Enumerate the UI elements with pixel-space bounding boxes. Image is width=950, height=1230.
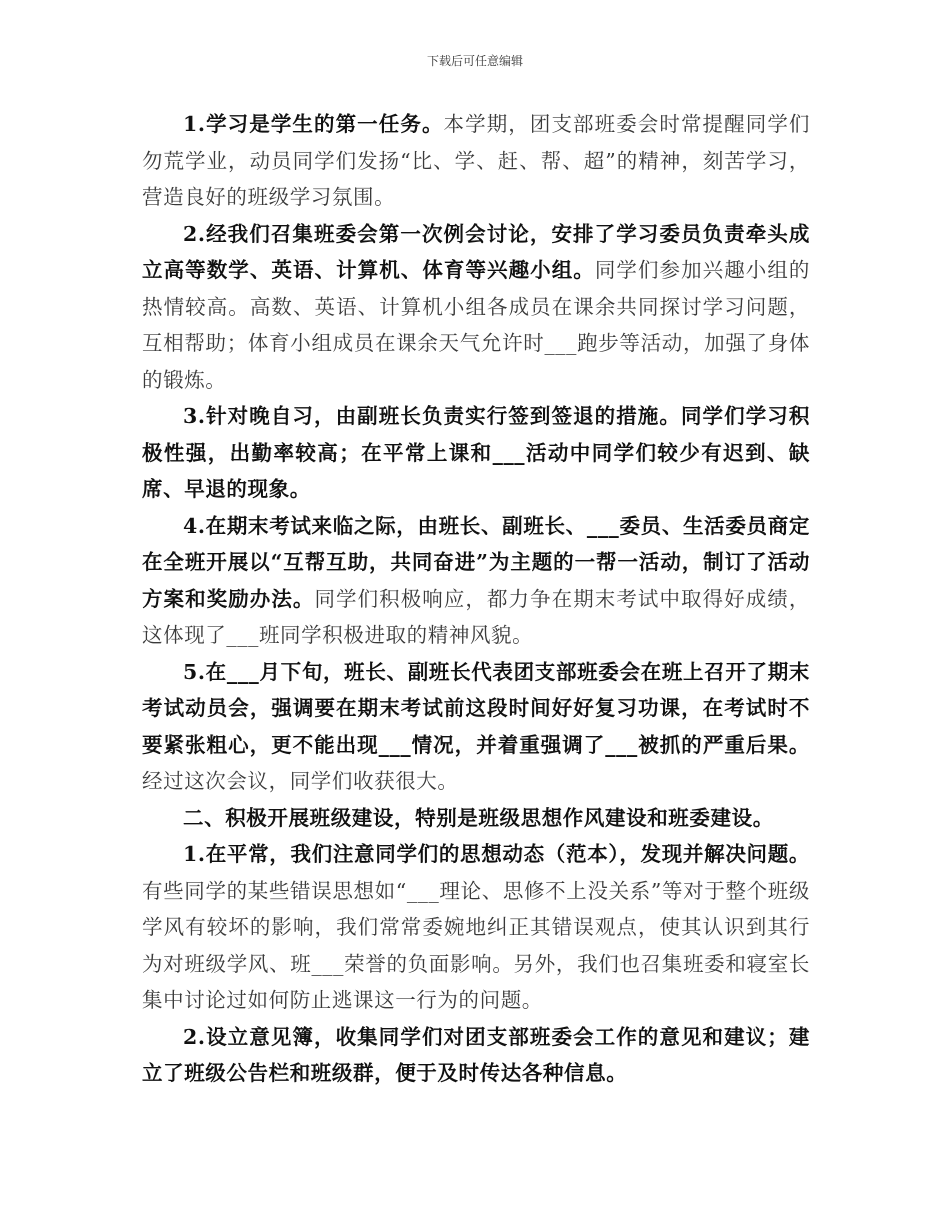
section-heading-2-bold: 二、积极开展班级建设，特别是班级思想作风建设和班委建设。 <box>183 805 774 830</box>
paragraph-1 <box>142 106 810 216</box>
section-heading-2 <box>142 800 810 837</box>
paragraph-4 <box>142 508 810 654</box>
paragraph-3-bold: 3.针对晚自习，由副班长负责实行签到签退的措施。同学们学习积极性强，出勤率较高；在平常上课和___活动中同学们较少有迟到、缺席、早退的现象。 <box>142 404 810 501</box>
paragraph-1-bold: 1.学习是学生的第一任务。 <box>183 112 444 136</box>
paragraph-7 <box>142 836 810 1019</box>
document-body <box>142 106 810 1092</box>
paragraph-4-text: 同学们积极响应，都力争在期末考试中取得好成绩，这体现了___班同学积极进取的精神风貌。 <box>142 586 810 647</box>
paragraph-8-bold: 2.设立意见簿，收集同学们对团支部班委会工作的意见和建议；建立了班级公告栏和班级群，便于及时传达各种信息。 <box>142 1024 810 1085</box>
page-header: 下载后可任意编辑 <box>426 54 523 68</box>
paragraph-5 <box>142 654 810 800</box>
paragraph-1-text: 本学期，团支部班委会时常提醒同学们勿荒学业，动员同学们发扬“比、学、赶、帮、超”的精神，刻苦学习，营造良好的班级学习氛围。 <box>142 112 810 209</box>
paragraph-7-text: 有些同学的某些错误思想如“___理论、思修不上没关系”等对于整个班级学风有较坏的影响，我们常常委婉地纠正其错误观点，使其认识到其行为对班级学风、班___荣誉的负面影响。另外，我们也召集班委和寝室长集中讨论过如何防止逃课这一行为的问题。 <box>142 878 810 1012</box>
paragraph-2-bold: 2.经我们召集班委会第一次例会讨论，安排了学习委员负责牵头成立高等数学、英语、计算机、体育等兴趣小组。 <box>142 221 810 282</box>
paragraph-8 <box>142 1019 810 1092</box>
paragraph-2-text: 同学们参加兴趣小组的热情较高。高数、英语、计算机小组各成员在课余共同探讨学习问题，互相帮助；体育小组成员在课余天气允许时___跑步等活动，加强了身体的锻炼。 <box>142 258 810 392</box>
paragraph-4-bold: 4.在期末考试来临之际，由班长、副班长、___委员、生活委员商定在全班开展以“互帮互助，共同奋进”为主题的一帮一活动，制订了活动方案和奖励办法。 <box>142 513 810 611</box>
paragraph-5-bold: 5.在___月下旬，班长、副班长代表团支部班委会在班上召开了期末考试动员会，强调要在期末考试前这段时间好好复习功课，在考试时不要紧张粗心，更不能出现___情况，并着重强调了___被抓的严重后果。 <box>142 659 810 757</box>
paragraph-2 <box>142 216 810 399</box>
paragraph-5-text: 经过这次会议，同学们收获很大。 <box>142 769 459 793</box>
paragraph-3 <box>142 398 810 508</box>
paragraph-7-bold: 1.在平常，我们注意同学们的思想动态（范本），发现并解决问题。 <box>183 842 810 866</box>
